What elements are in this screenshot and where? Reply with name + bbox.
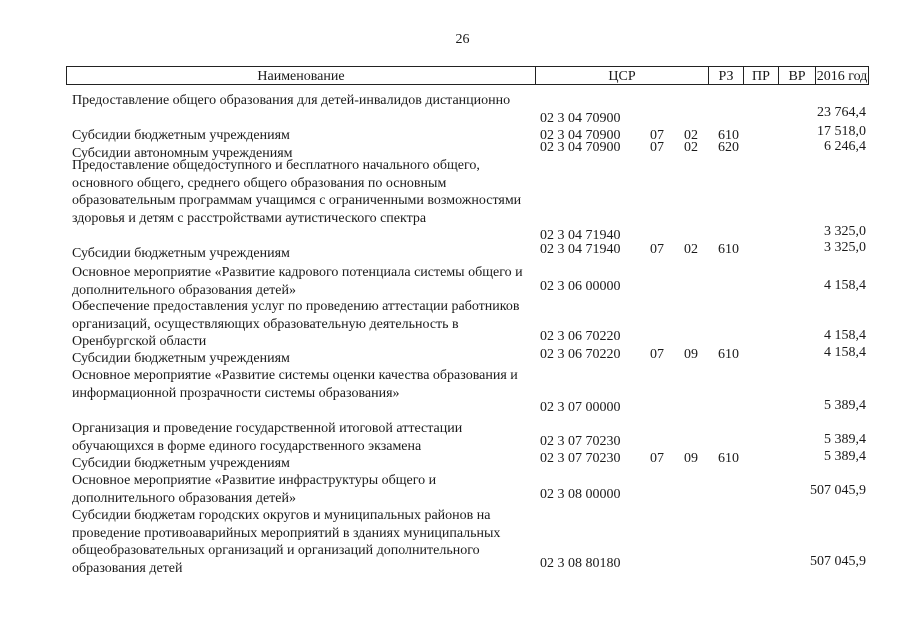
row-csr: 02 3 07 70230 bbox=[540, 434, 621, 449]
row-vr: 610 bbox=[718, 242, 739, 257]
header-rz: РЗ bbox=[718, 69, 734, 84]
row-sum: 4 158,4 bbox=[824, 345, 866, 360]
row-sum: 5 389,4 bbox=[824, 432, 866, 447]
header-name: Наименование bbox=[257, 69, 345, 84]
row-sum: 5 389,4 bbox=[824, 398, 866, 413]
row-name: Организация и проведение государственной итоговой аттестации обучающихся в форме единого государственного экзамена bbox=[72, 421, 463, 454]
row-name: Обеспечение предоставления услуг по проведению аттестации работников организаций, осуществляющих образовательную деятельность в Оренбургской области bbox=[72, 299, 520, 350]
row-sum: 23 764,4 bbox=[817, 105, 866, 120]
row-name: Основное мероприятие «Развитие кадрового потенциала системы общего и дополнительного образования детей» bbox=[72, 265, 523, 298]
row-csr: 02 3 07 70230 bbox=[540, 451, 621, 466]
row-vr: 610 bbox=[718, 128, 739, 143]
row-csr: 02 3 06 70220 bbox=[540, 329, 621, 344]
row-sum: 17 518,0 bbox=[817, 124, 866, 139]
header-year: 2016 год bbox=[816, 69, 868, 84]
row-sum: 4 158,4 bbox=[824, 278, 866, 293]
row-csr: 02 3 04 71940 bbox=[540, 228, 621, 243]
row-sum: 6 246,4 bbox=[824, 139, 866, 154]
row-name: Субсидии бюджетам городских округов и муниципальных районов на проведение противоаварийных мероприятий в зданиях муниципальных общеобразовательных организаций и организаций дополнительного образования детей bbox=[72, 508, 501, 577]
row-csr: 02 3 08 00000 bbox=[540, 487, 621, 502]
row-csr: 02 3 06 70220 bbox=[540, 347, 621, 362]
row-pr: 02 bbox=[684, 140, 698, 155]
header-pr: ПР bbox=[752, 69, 770, 84]
row-vr: 610 bbox=[718, 347, 739, 362]
row-name: Субсидии бюджетным учреждениям bbox=[72, 246, 290, 261]
row-name: Субсидии бюджетным учреждениям bbox=[72, 128, 290, 143]
row-pr: 02 bbox=[684, 242, 698, 257]
row-name: Основное мероприятие «Развитие системы оценки качества образования и информационной прозрачности системы образования» bbox=[72, 368, 518, 401]
row-sum: 3 325,0 bbox=[824, 224, 866, 239]
row-csr: 02 3 08 80180 bbox=[540, 556, 621, 571]
row-csr: 02 3 04 70900 bbox=[540, 110, 621, 126]
row-sum: 507 045,9 bbox=[810, 554, 866, 569]
row-vr: 620 bbox=[718, 140, 739, 155]
row-csr: 02 3 04 70900 bbox=[540, 140, 621, 155]
row-name: Предоставление общедоступного и бесплатного начального общего, основного общего, среднего общего образования по основным образовательным программам учащимся с ограниченными возможностями здоровья и детям с расстройствами аутистического спектра bbox=[72, 158, 522, 227]
row-csr: 02 3 04 71940 bbox=[540, 242, 621, 257]
header-vr: ВР bbox=[788, 69, 806, 84]
row-name: Субсидии бюджетным учреждениям bbox=[72, 351, 290, 366]
row-vr: 610 bbox=[718, 451, 739, 466]
row-rz: 07 bbox=[650, 242, 664, 257]
row-name: Субсидии бюджетным учреждениям bbox=[72, 456, 290, 471]
row-csr: 02 3 04 70900 bbox=[540, 128, 621, 143]
row-rz: 07 bbox=[650, 128, 664, 143]
row-pr: 09 bbox=[684, 347, 698, 362]
row-pr: 09 bbox=[684, 451, 698, 466]
row-sum: 4 158,4 bbox=[824, 328, 866, 343]
row-sum: 507 045,9 bbox=[810, 483, 866, 498]
row-csr: 02 3 06 00000 bbox=[540, 279, 621, 294]
row-rz: 07 bbox=[650, 451, 664, 466]
row-sum: 3 325,0 bbox=[824, 240, 866, 255]
row-name: Основное мероприятие «Развитие инфраструктуры общего и дополнительного образования детей» bbox=[72, 473, 437, 506]
row-rz: 07 bbox=[650, 347, 664, 362]
row-name: Субсидии автономным учреждениям bbox=[72, 146, 293, 161]
page-number: 26 bbox=[455, 32, 470, 47]
header-csr: ЦСР bbox=[608, 69, 636, 84]
row-name: Предоставление общего образования для детей-инвалидов дистанционно bbox=[72, 93, 511, 108]
row-csr: 02 3 07 00000 bbox=[540, 400, 621, 415]
row-pr: 02 bbox=[684, 128, 698, 143]
row-rz: 07 bbox=[650, 140, 664, 155]
row-sum: 5 389,4 bbox=[824, 449, 866, 464]
